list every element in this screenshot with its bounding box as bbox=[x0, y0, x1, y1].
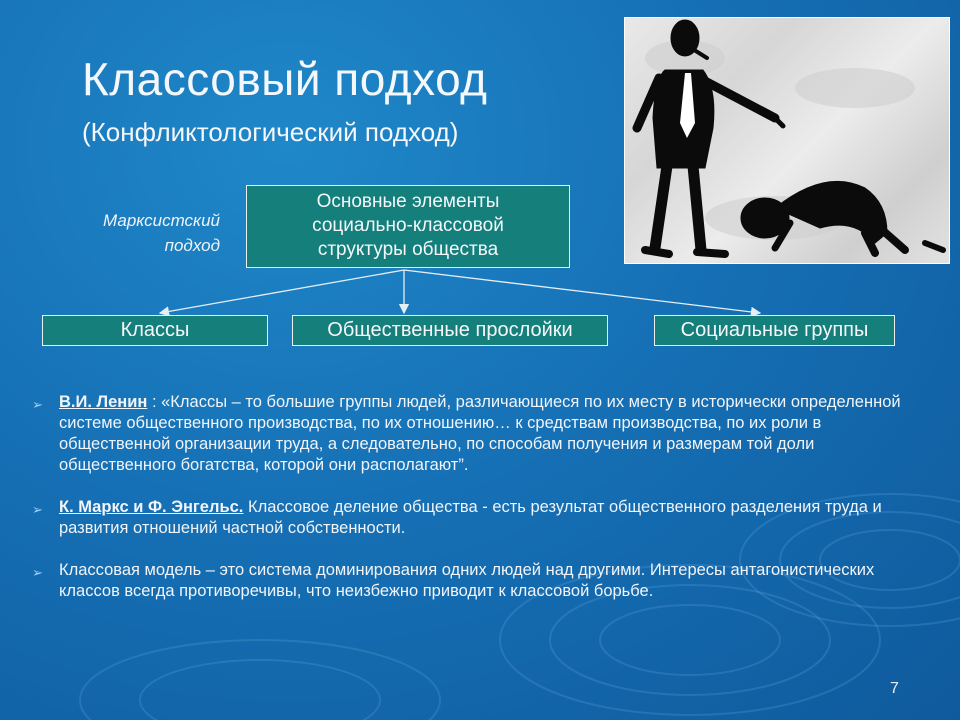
diagram-box-social-groups: Социальные группы bbox=[654, 315, 895, 346]
bullet-lenin bbox=[32, 392, 912, 476]
dominance-illustration bbox=[624, 17, 950, 264]
root-line-1: Основные элементы bbox=[316, 191, 500, 212]
diagram-box-strata: Общественные прослойки bbox=[292, 315, 608, 346]
diagram-box-classes: Классы bbox=[42, 315, 268, 346]
bullet-text-class-model: Классовая модель – это система доминирования одних людей над другими. Интересы антагонистических классов всегда противоречивы, что неизбежно приводит к классовой борьбе. bbox=[59, 561, 875, 600]
diagram-root-box bbox=[246, 185, 570, 268]
dominance-silhouette-icon bbox=[625, 18, 950, 264]
bullet-class-model bbox=[32, 560, 912, 602]
bullet-author-marx-engels: К. Маркс и Ф. Энгельс. bbox=[59, 498, 244, 516]
bullet-marx-engels bbox=[32, 497, 912, 539]
arrow-to-social-groups bbox=[404, 270, 760, 313]
marxist-label-line-2: подход bbox=[164, 236, 220, 255]
bullet-list bbox=[32, 392, 912, 623]
bullet-arrow-icon: ➢ bbox=[32, 502, 43, 517]
page-number: 7 bbox=[890, 680, 899, 697]
bullet-text-marx-engels: Классовое деление общества - есть результат общественного разделения труда и развития отношений частной собственности. bbox=[59, 498, 882, 537]
slide-title: Классовый подход bbox=[82, 53, 488, 105]
bullet-author-lenin: В.И. Ленин bbox=[59, 393, 148, 411]
bullet-arrow-icon: ➢ bbox=[32, 397, 43, 412]
slide-subtitle: (Конфликтологический подход) bbox=[82, 117, 459, 147]
root-line-2: социально-классовой bbox=[312, 215, 504, 236]
marxist-label-line-1: Марксистский bbox=[103, 211, 220, 230]
bullet-text-lenin: : «Классы – то большие группы людей, различающиеся по их месту в исторически определенной системе общественного производства, по их отношению… к средствам производства, по их роли в общественной организации труда, а следовательно, по способам получения и размерам той доли общественного богатства, которой они располагают”. bbox=[59, 393, 901, 474]
root-line-3: структуры общества bbox=[317, 239, 499, 260]
bullet-arrow-icon: ➢ bbox=[32, 565, 43, 580]
arrow-to-classes bbox=[160, 270, 404, 313]
